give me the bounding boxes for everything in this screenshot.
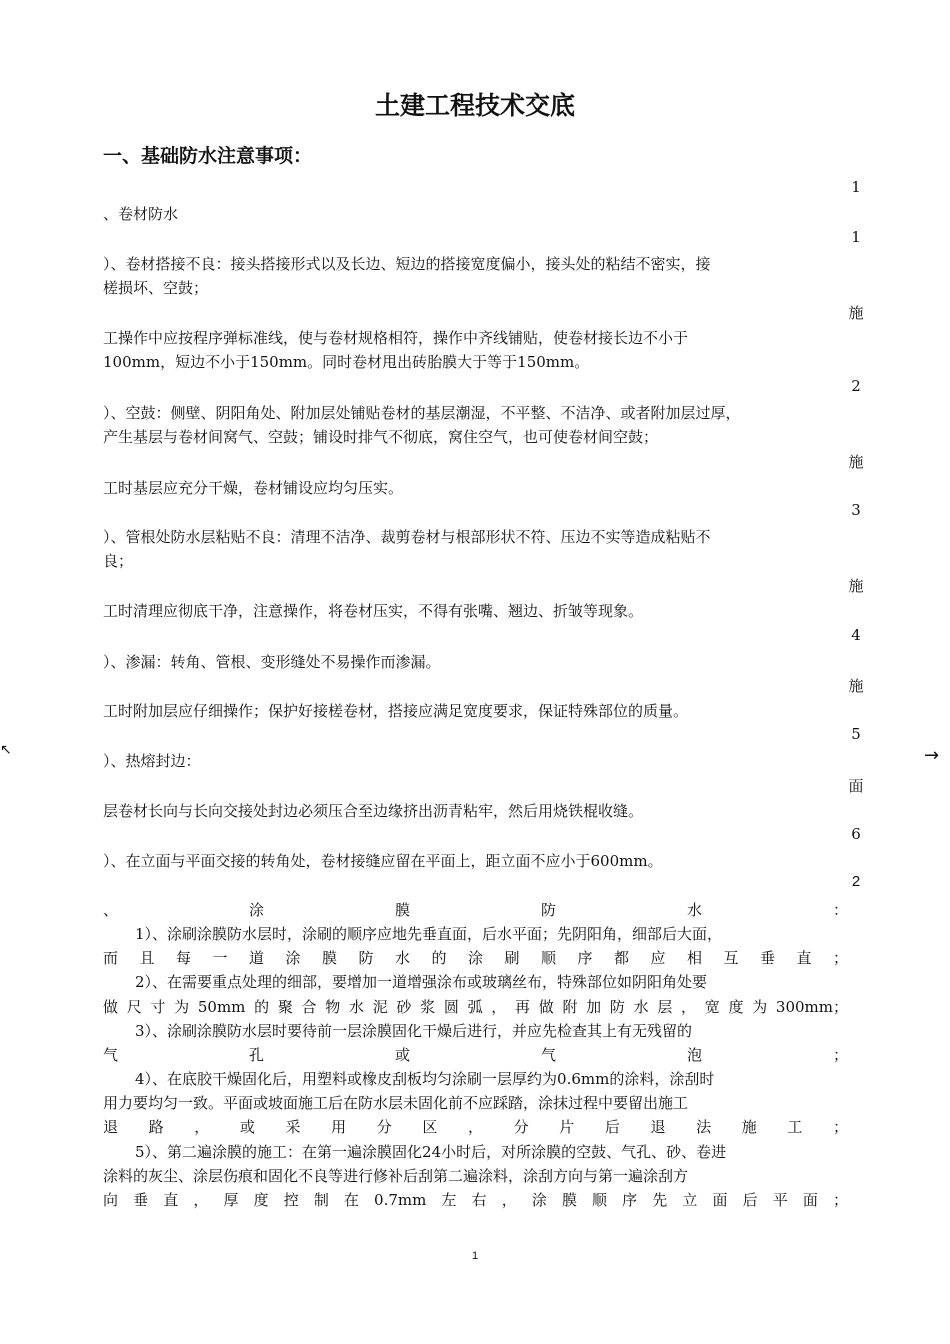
paragraph-line: 5）、第二遍涂膜的施工：在第一遍涂膜固化24小时后，对所涂膜的空鼓、气孔、砂、卷进 (135, 1143, 727, 1161)
paragraph-line: 3）、涂刷涂膜防水层时要待前一层涂膜固化干燥后进行，并应先检查其上有无残留的 (135, 1022, 693, 1040)
paragraph-line: 退路，或采用分区，分片后退法施工； (103, 1118, 848, 1136)
paragraph-line: 4）、在底胶干燥固化后，用塑料或橡皮刮板均匀涂刷一层厚约为0.6mm的涂料，涂刮时 (135, 1070, 715, 1088)
paragraph-line: ）、管根处防水层粘贴不良：清理不洁净、裁剪卷材与根部形状不符、压边不实等造成粘贴不 (103, 528, 711, 546)
paragraph-line: 2）、在需要重点处理的细部，要增加一道增强涂布或玻璃丝布，特殊部位如阴阳角处要 (135, 973, 708, 991)
paragraph-line: ）、卷材搭接不良：接头搭接形式以及长边、短边的搭接宽度偏小，接头处的粘结不密实，接 (103, 255, 711, 273)
paragraph-line: 良； (103, 552, 134, 570)
section-heading: 一、基础防水注意事项： (103, 145, 313, 167)
document-title: 土建工程技术交底 (374, 91, 575, 120)
paragraph-line: 用力要均匀一致。平面或坡面施工后在防水层未固化前不应踩踏，涂抹过程中要留出施工 (103, 1094, 689, 1112)
item-number: 4 (851, 626, 861, 644)
item-mark: 施 (848, 453, 864, 471)
paragraph-line: 涂料的灰尘、涂层伤痕和固化不良等进行修补后刮第二遍涂料，涂刮方向与第一遍涂刮方 (103, 1167, 689, 1185)
paragraph-line: 100mm，短边不小于150mm。同时卷材甩出砖胎膜大于等于150mm。 (103, 353, 590, 371)
item-mark: 施 (848, 677, 864, 695)
item-number: 1 (851, 228, 861, 246)
paragraph-line: 、卷材防水 (103, 205, 179, 223)
paragraph-line: 工时基层应充分干燥，卷材铺设应均匀压实。 (103, 479, 404, 497)
paragraph-line: ）、在立面与平面交接的转角处，卷材接缝应留在平面上，距立面不应小于600mm。 (103, 852, 663, 870)
item-number: 1 (851, 178, 861, 196)
item-number: 2 (851, 873, 861, 890)
paragraph-line: ）、热熔封边： (103, 752, 201, 770)
item-number: 3 (851, 501, 861, 519)
paragraph-line: 向垂直，厚度控制在0.7mm左右，涂膜顺序先立面后平面； (103, 1191, 848, 1209)
paragraph-line: 槎损坏、空鼓； (103, 279, 209, 297)
paragraph-line: 1）、涂刷涂膜防水层时，涂刷的顺序应地先垂直面，后水平面；先阴阳角，细部后大面， (135, 925, 723, 943)
right-margin-arrow-icon: → (924, 745, 940, 766)
item-number: 2 (851, 377, 861, 395)
paragraph-line: 产生基层与卷材间窝气、空鼓；铺设时排气不彻底，窝住空气，也可使卷材间空鼓； (103, 428, 659, 446)
paragraph-line: 工操作中应按程序弹标准线，使与卷材规格相符，操作中齐线铺贴，使卷材接长边不小于 (103, 329, 689, 347)
item-mark: 施 (848, 304, 864, 322)
paragraph-line: ）、渗漏：转角、管根、变形缝处不易操作而渗漏。 (103, 653, 441, 671)
paragraph-line: 工时附加层应仔细操作；保护好接槎卷材，搭接应满足宽度要求，保证特殊部位的质量。 (103, 702, 689, 720)
paragraph-line: 而且每一道涂膜防水的涂刷顺序都应相互垂直； (103, 949, 848, 967)
left-margin-arrow-icon: ↖ (0, 742, 12, 758)
item-number: 5 (851, 725, 861, 743)
item-mark: 面 (848, 777, 864, 795)
paragraph-line: 、涂膜防水： (103, 901, 848, 919)
paragraph-line: 工时清理应彻底干净，注意操作，将卷材压实，不得有张嘴、翘边、折皱等现象。 (103, 602, 644, 620)
paragraph-line: 气孔或气泡； (103, 1046, 848, 1064)
item-mark: 施 (848, 577, 864, 595)
page-number: 1 (471, 1250, 479, 1262)
paragraph-line: ）、空鼓：侧壁、阴阳角处、附加层处铺贴卷材的基层潮湿，不平整、不洁净、或者附加层过厚， (103, 404, 741, 422)
paragraph-line: 层卷材长向与长向交接处封边必须压合至边缘挤出沥青粘牢，然后用烧铁棍收缝。 (103, 802, 644, 820)
paragraph-line: 做尺寸为50mm的聚合物水泥砂浆圆弧，再做附加防水层，宽度为300mm； (103, 998, 848, 1016)
item-number: 6 (851, 825, 861, 843)
